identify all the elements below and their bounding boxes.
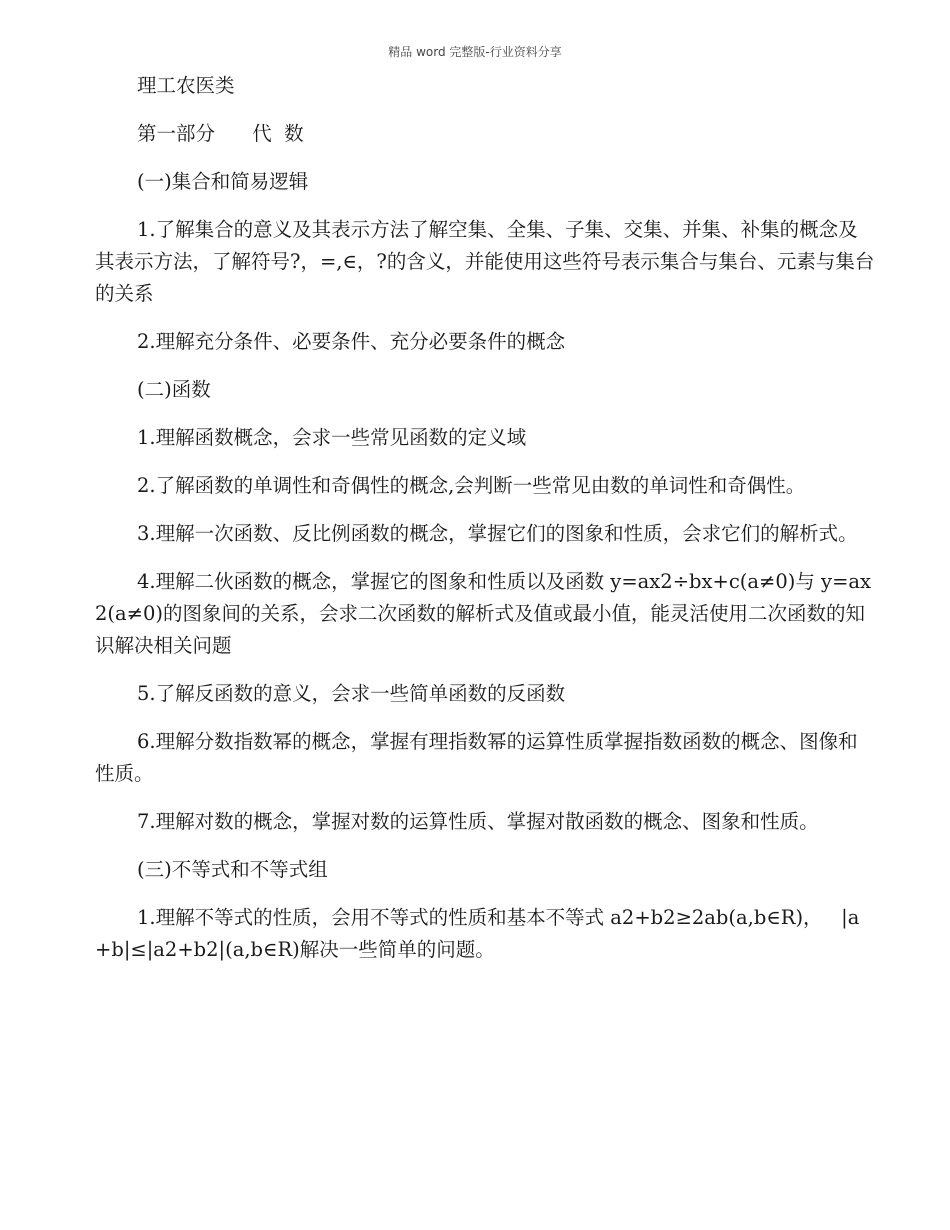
part-heading-algebra: 第一部分 代 数 [137, 122, 304, 145]
paragraph-functions-2: 2.了解函数的单调性和奇偶性的概念,会判断一些常见由数的单词性和奇偶性。 [137, 474, 806, 497]
paragraph-sets-2: 2.理解充分条件、必要条件、充分必要条件的概念 [137, 330, 566, 353]
subsection-heading-sets-logic: (一)集合和简易逻辑 [137, 170, 309, 193]
paragraph-functions-7: 7.理解对数的概念，掌握对数的运算性质、掌握对散函数的概念、图象和性质。 [137, 810, 819, 833]
document-body [95, 70, 875, 982]
subsection-heading-inequalities: (三)不等式和不等式组 [137, 858, 328, 881]
paragraph-functions-4: 4.理解二伙函数的概念，掌握它的图象和性质以及函数 y=ax2÷bx+c(a≠0)与 y=ax2(a≠0)的图象间的关系，会求二次函数的解析式及值或最小值，能灵活使用二次函数的知识解决相关问题 [95, 570, 872, 657]
paragraph-functions-1: 1.理解函数概念，会求一些常见函数的定义域 [137, 426, 527, 449]
paragraph-functions-6: 6.理解分数指数幂的概念，掌握有理指数幂的运算性质掌握指数函数的概念、图像和性质。 [95, 730, 858, 785]
paragraph-inequalities-1: 1.理解不等式的性质，会用不等式的性质和基本不等式 a2+b2≥2ab(a,b∈R)， |a+b|≤|a2+b2|(a,b∈R)解决一些简单的问题。 [95, 906, 860, 961]
paragraph-sets-1: 1.了解集合的意义及其表示方法了解空集、全集、子集、交集、并集、补集的概念及其表示方法，了解符号?，=,∈，?的含义，并能使用这些符号表示集合与集台、元素与集台的关系 [95, 218, 875, 305]
subsection-heading-functions: (二)函数 [137, 378, 211, 401]
paragraph-functions-5: 5.了解反函数的意义，会求一些简单函数的反函数 [137, 682, 566, 705]
section-heading-category: 理工农医类 [137, 74, 235, 97]
paragraph-functions-3: 3.理解一次函数、反比例函数的概念，掌握它们的图象和性质，会求它们的解析式。 [137, 522, 858, 545]
page-header: 精品 word 完整版-行业资料分享 [388, 45, 562, 59]
